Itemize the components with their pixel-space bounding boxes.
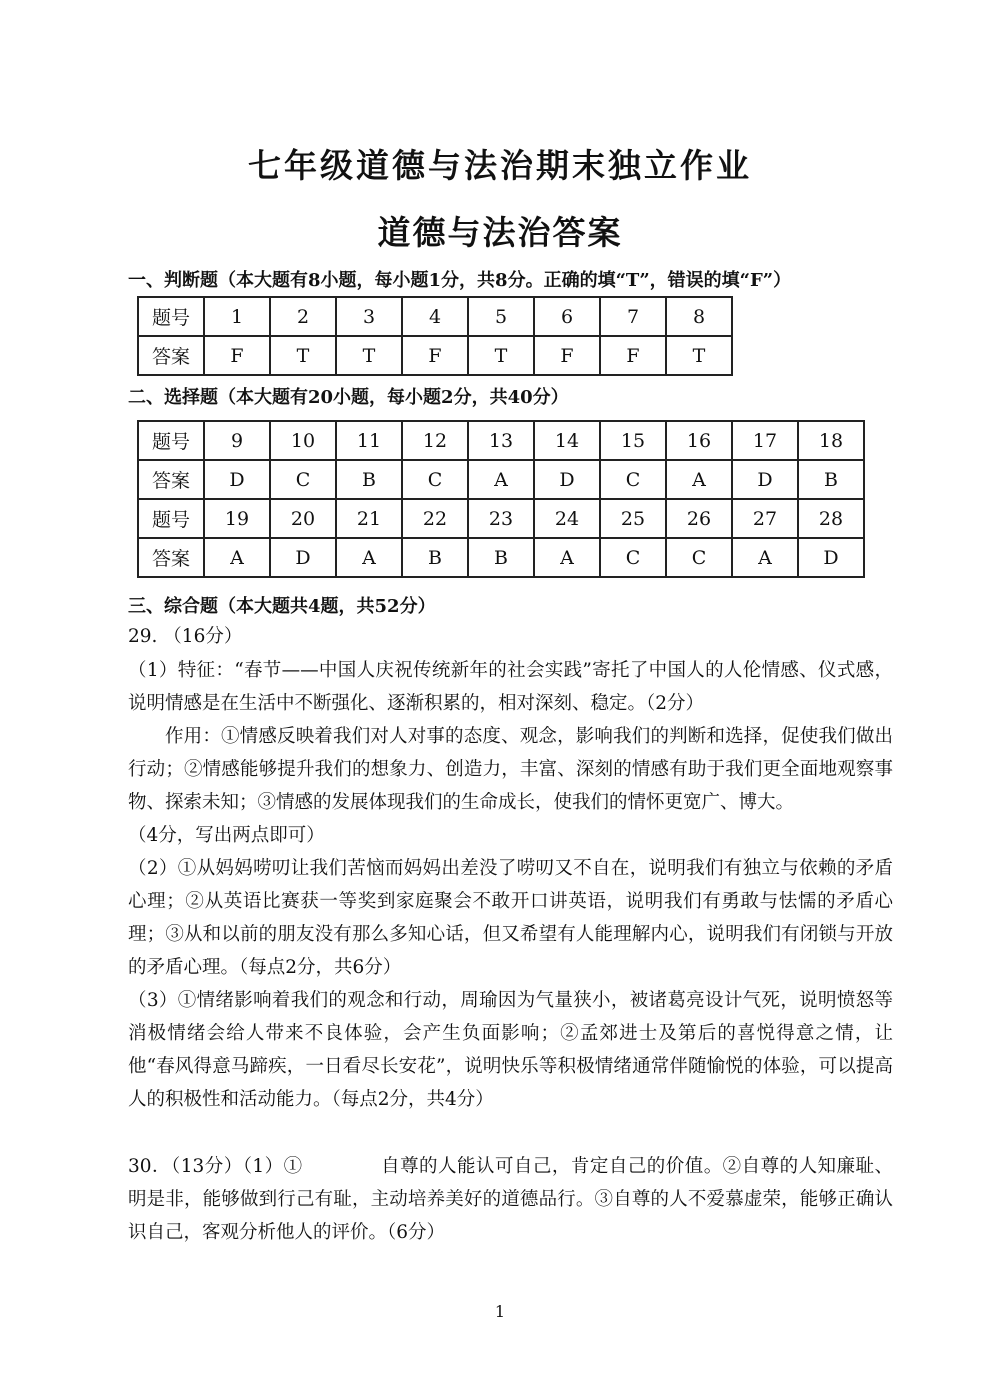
row-label: 答案 [138, 460, 204, 499]
table-row [138, 336, 732, 375]
question-number: 2 [270, 297, 336, 336]
answer-cell: D [798, 538, 864, 577]
table-row [138, 538, 864, 577]
document-subtitle: 道德与法治答案 [377, 213, 623, 252]
answer-cell: A [468, 460, 534, 499]
answer-cell: F [402, 336, 468, 375]
question-number: 7 [600, 297, 666, 336]
answer-cell: C [600, 538, 666, 577]
question-number: 8 [666, 297, 732, 336]
row-label: 题号 [138, 499, 204, 538]
table-row [138, 297, 732, 336]
multiple-choice-answer-table [137, 420, 865, 578]
answer-cell: B [402, 538, 468, 577]
question-number: 18 [798, 421, 864, 460]
page-number: 1 [494, 1302, 506, 1321]
q29-heading: 29. （16分） [128, 626, 243, 647]
question-number: 11 [336, 421, 402, 460]
question-number: 10 [270, 421, 336, 460]
row-label: 答案 [138, 336, 204, 375]
answer-cell: C [402, 460, 468, 499]
answer-cell: F [600, 336, 666, 375]
question-number: 28 [798, 499, 864, 538]
q29-part1: （1）特征：“春节——中国人庆祝传统新年的社会实践”寄托了中国人的人伦情感、仪式感，说明情感是在生活中不断强化、逐渐积累的，相对深刻、稳定。（2分） [128, 660, 893, 714]
question-number: 14 [534, 421, 600, 460]
question-number: 12 [402, 421, 468, 460]
row-label: 答案 [138, 538, 204, 577]
answer-cell: C [600, 460, 666, 499]
question-number: 26 [666, 499, 732, 538]
question-number: 27 [732, 499, 798, 538]
question-number: 15 [600, 421, 666, 460]
q29-part1-function: 作用：①情感反映着我们对人对事的态度、观念，影响我们的判断和选择，促使我们做出行动；②情感能够提升我们的想象力、创造力，丰富、深刻的情感有助于我们更全面地观察事物、探索未知；③情感的发展体现我们的生命成长，使我们的情怀更宽广、博大。 [128, 726, 893, 813]
question-number: 4 [402, 297, 468, 336]
question-number: 19 [204, 499, 270, 538]
answer-cell: A [666, 460, 732, 499]
answer-cell: F [534, 336, 600, 375]
q30-text: 自尊的人能认可自己，肯定自己的价值。②自尊的人知廉耻、明是非，能够做到行己有耻，主动培养美好的道德品行。③自尊的人不爱慕虚荣，能够正确认识自己，客观分析他人的评价。（6分） [128, 1156, 893, 1243]
answer-cell: D [270, 538, 336, 577]
question-number: 24 [534, 499, 600, 538]
q30-part1 [128, 1150, 893, 1249]
document-title: 七年级道德与法治期末独立作业 [248, 146, 752, 185]
q29-part1-note: （4分，写出两点即可） [128, 825, 325, 846]
answer-cell: D [732, 460, 798, 499]
answer-cell: B [336, 460, 402, 499]
q30-lead: 30．（13分）（1）① [128, 1156, 303, 1177]
section3-heading: 三、综合题（本大题共4题，共52分） [128, 596, 436, 617]
question-number: 16 [666, 421, 732, 460]
section1-heading: 一、判断题（本大题有8小题，每小题1分，共8分。正确的填“T”，错误的填“F”） [128, 270, 792, 291]
question-number: 5 [468, 297, 534, 336]
question-number: 6 [534, 297, 600, 336]
question-number: 22 [402, 499, 468, 538]
true-false-answer-table [137, 296, 733, 376]
question-number: 25 [600, 499, 666, 538]
answer-cell: D [534, 460, 600, 499]
answer-cell: A [534, 538, 600, 577]
table-row [138, 460, 864, 499]
q29-part2: （2）①从妈妈唠叨让我们苦恼而妈妈出差没了唠叨又不自在，说明我们有独立与依赖的矛盾心理；②从英语比赛获一等奖到家庭聚会不敢开口讲英语，说明我们有勇敢与怯懦的矛盾心理；③从和以前的朋友没有那么多知心话，但又希望有人能理解内心，说明我们有闭锁与开放的矛盾心理。（每点2分，共6分） [128, 858, 893, 978]
answer-cell: T [270, 336, 336, 375]
answer-cell: A [204, 538, 270, 577]
answer-cell: A [336, 538, 402, 577]
answer-cell: T [468, 336, 534, 375]
answer-cell: T [666, 336, 732, 375]
q29-part3: （3）①情绪影响着我们的观念和行动，周瑜因为气量狭小，被诸葛亮设计气死，说明愤怒等消极情绪会给人带来不良体验，会产生负面影响；②孟郊进士及第后的喜悦得意之情，让他“春风得意马蹄疾，一日看尽长安花”，说明快乐等积极情绪通常伴随愉悦的体验，可以提高人的积极性和活动能力。（每点2分，共4分） [128, 990, 893, 1110]
answer-cell: D [204, 460, 270, 499]
question-number: 23 [468, 499, 534, 538]
answer-cell: F [204, 336, 270, 375]
answer-cell: A [732, 538, 798, 577]
question-number: 13 [468, 421, 534, 460]
question-number: 21 [336, 499, 402, 538]
answer-cell: C [270, 460, 336, 499]
answer-cell: B [468, 538, 534, 577]
table-row [138, 499, 864, 538]
question-number: 20 [270, 499, 336, 538]
question-number: 1 [204, 297, 270, 336]
answer-cell: C [666, 538, 732, 577]
row-label: 题号 [138, 421, 204, 460]
answer-cell: B [798, 460, 864, 499]
table-row [138, 421, 864, 460]
row-label: 题号 [138, 297, 204, 336]
question-number: 9 [204, 421, 270, 460]
question-number: 3 [336, 297, 402, 336]
answer-cell: T [336, 336, 402, 375]
section2-heading: 二、选择题（本大题有20小题，每小题2分，共40分） [128, 387, 569, 408]
question-number: 17 [732, 421, 798, 460]
